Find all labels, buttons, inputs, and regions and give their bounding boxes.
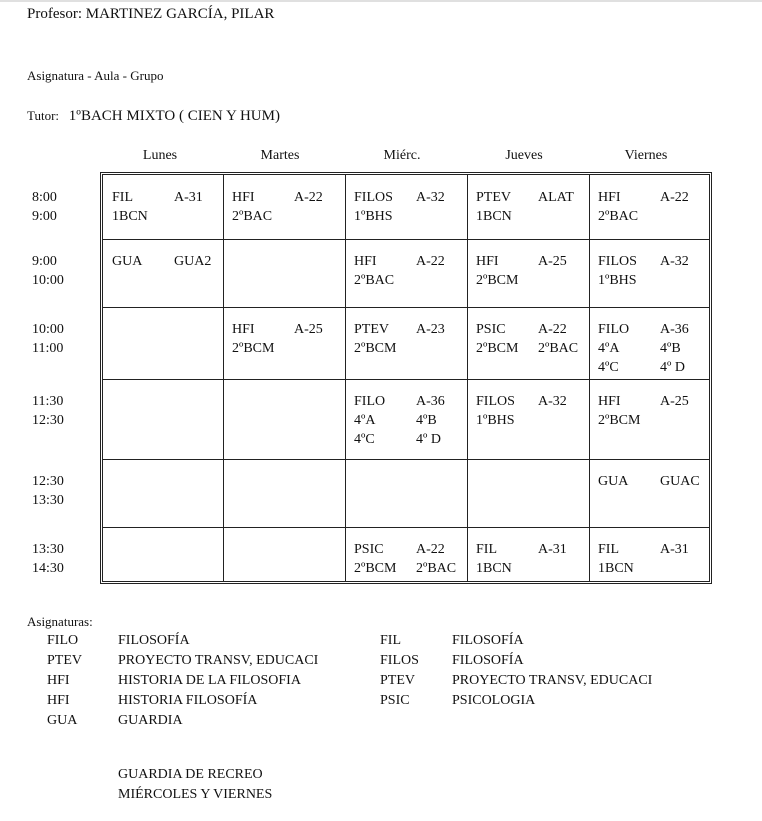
group-code: 1BCN	[112, 209, 148, 224]
recreo-note	[118, 765, 272, 805]
row-divider	[103, 459, 709, 460]
row-divider	[103, 307, 709, 308]
time-slot	[32, 320, 64, 358]
asignatura-aula-grupo: Asignatura - Aula - Grupo	[27, 68, 164, 83]
top-border	[0, 0, 762, 2]
group-code: 1BCN	[476, 561, 512, 576]
time-start: 10:00	[32, 322, 64, 337]
room-code: A-31	[538, 542, 567, 557]
group-code: 2ºBCM	[476, 341, 519, 356]
group-code: 4º D	[660, 360, 685, 375]
group-code: 2ºBAC	[232, 209, 273, 224]
legend-name: HISTORIA FILOSOFÍA	[118, 693, 258, 708]
subject-code: FIL	[476, 542, 497, 557]
legend-code: PSIC	[380, 693, 410, 708]
legend-title: Asignaturas:	[27, 614, 93, 629]
subject-code: HFI	[598, 190, 621, 205]
group-code: 4ºB	[660, 341, 681, 356]
subject-code: GUA	[598, 474, 629, 489]
group-code: 4ºC	[598, 360, 619, 375]
subject-code: FIL	[598, 542, 619, 557]
column-divider	[223, 175, 224, 581]
day-header: Martes	[260, 148, 300, 163]
room-code: A-22	[660, 190, 689, 205]
legend-name: PROYECTO TRANSV, EDUCACI	[118, 653, 319, 668]
legend-code: FILOS	[380, 653, 419, 668]
room-code: A-32	[660, 254, 689, 269]
row-divider	[103, 379, 709, 380]
group-code: 2ºBAC	[354, 273, 395, 288]
time-start: 9:00	[32, 254, 57, 269]
group-code: 4º D	[416, 432, 441, 447]
time-slot	[32, 540, 64, 578]
room-code: GUAC	[660, 474, 700, 489]
time-end: 14:30	[32, 561, 64, 576]
day-headers	[100, 148, 712, 166]
legend-code: HFI	[47, 693, 70, 708]
row-divider	[103, 239, 709, 240]
room-code: A-23	[416, 322, 445, 337]
room-code: ALAT	[538, 190, 574, 205]
tutor-label: Tutor:	[27, 108, 60, 123]
column-divider	[345, 175, 346, 581]
legend-name: HISTORIA DE LA FILOSOFIA	[118, 673, 301, 688]
note-line-2: MIÉRCOLES Y VIERNES	[118, 787, 273, 802]
legend-code: FIL	[380, 633, 401, 648]
legend-code: GUA	[47, 713, 78, 728]
column-divider	[467, 175, 468, 581]
time-end: 9:00	[32, 209, 57, 224]
legend-name: FILOSOFÍA	[118, 633, 190, 648]
subject-code: HFI	[476, 254, 499, 269]
group-code: 1ºBHS	[476, 413, 515, 428]
group-code: 2ºBCM	[354, 341, 397, 356]
column-divider	[589, 175, 590, 581]
schedule-grid	[100, 172, 712, 584]
day-header: Viernes	[624, 148, 668, 163]
subject-code: PSIC	[476, 322, 506, 337]
group-code: 4ºA	[354, 413, 376, 428]
room-code: A-36	[416, 394, 445, 409]
subject-code: FILOS	[476, 394, 515, 409]
legend-code: FILO	[47, 633, 79, 648]
legend-code: PTEV	[47, 653, 82, 668]
time-start: 11:30	[32, 394, 64, 409]
subject-code: FILO	[598, 322, 630, 337]
time-slot	[32, 188, 57, 226]
subject-code: HFI	[232, 190, 255, 205]
day-header: Jueves	[505, 148, 543, 163]
subject-code: PTEV	[476, 190, 511, 205]
group-code: 2ºBCM	[476, 273, 519, 288]
time-end: 12:30	[32, 413, 64, 428]
time-end: 13:30	[32, 493, 64, 508]
subject-code: HFI	[354, 254, 377, 269]
room-code: A-25	[660, 394, 689, 409]
time-start: 8:00	[32, 190, 57, 205]
room-code: A-36	[660, 322, 689, 337]
subject-code: HFI	[598, 394, 621, 409]
group-code: 2ºBAC	[598, 209, 639, 224]
subject-code: PTEV	[354, 322, 389, 337]
time-slot	[32, 252, 64, 290]
subject-code: FILO	[354, 394, 386, 409]
group-code: 4ºB	[416, 413, 437, 428]
group-code: 1ºBHS	[354, 209, 393, 224]
group-code: 2ºBCM	[354, 561, 397, 576]
room-code: A-22	[416, 542, 445, 557]
room-code: A-31	[660, 542, 689, 557]
time-start: 12:30	[32, 474, 64, 489]
room-code: GUA2	[174, 254, 212, 269]
subject-code: HFI	[232, 322, 255, 337]
group-code: 2ºBCM	[598, 413, 641, 428]
time-slot	[32, 472, 64, 510]
group-code: 4ºA	[598, 341, 620, 356]
room-code: A-32	[538, 394, 567, 409]
legend-name: FILOSOFÍA	[452, 653, 524, 668]
group-code: 1BCN	[598, 561, 634, 576]
subject-code: GUA	[112, 254, 143, 269]
legend-name: PSICOLOGIA	[452, 693, 536, 708]
time-end: 10:00	[32, 273, 64, 288]
legend-name: FILOSOFÍA	[452, 633, 524, 648]
legend-name: PROYECTO TRANSV, EDUCACI	[452, 673, 653, 688]
legend-code: HFI	[47, 673, 70, 688]
day-header: Miérc.	[383, 148, 421, 163]
day-header: Lunes	[142, 148, 178, 163]
group-code: 1BCN	[476, 209, 512, 224]
room-code: A-31	[174, 190, 203, 205]
group-code: 4ºC	[354, 432, 375, 447]
room-code: A-25	[294, 322, 323, 337]
room-code: A-25	[538, 254, 567, 269]
subject-code: FIL	[112, 190, 133, 205]
legend-code: PTEV	[380, 673, 415, 688]
subject-code: FILOS	[354, 190, 393, 205]
group-code: 2ºBCM	[232, 341, 275, 356]
subject-code: FILOS	[598, 254, 637, 269]
room-code: A-22	[538, 322, 567, 337]
legend-name: GUARDIA	[118, 713, 183, 728]
time-slot	[32, 392, 64, 430]
profesor-line: Profesor: MARTINEZ GARCÍA, PILAR	[27, 6, 275, 22]
note-line-1: GUARDIA DE RECREO	[118, 767, 263, 782]
tutor-value: 1ºBACH MIXTO ( CIEN Y HUM)	[68, 108, 280, 124]
group-code: 2ºBAC	[416, 561, 457, 576]
tutor-line	[27, 108, 280, 125]
room-code: A-32	[416, 190, 445, 205]
time-end: 11:00	[32, 341, 64, 356]
group-code: 2ºBAC	[538, 341, 579, 356]
group-code: 1ºBHS	[598, 273, 637, 288]
subject-code: PSIC	[354, 542, 384, 557]
row-divider	[103, 527, 709, 528]
time-start: 13:30	[32, 542, 64, 557]
room-code: A-22	[416, 254, 445, 269]
room-code: A-22	[294, 190, 323, 205]
